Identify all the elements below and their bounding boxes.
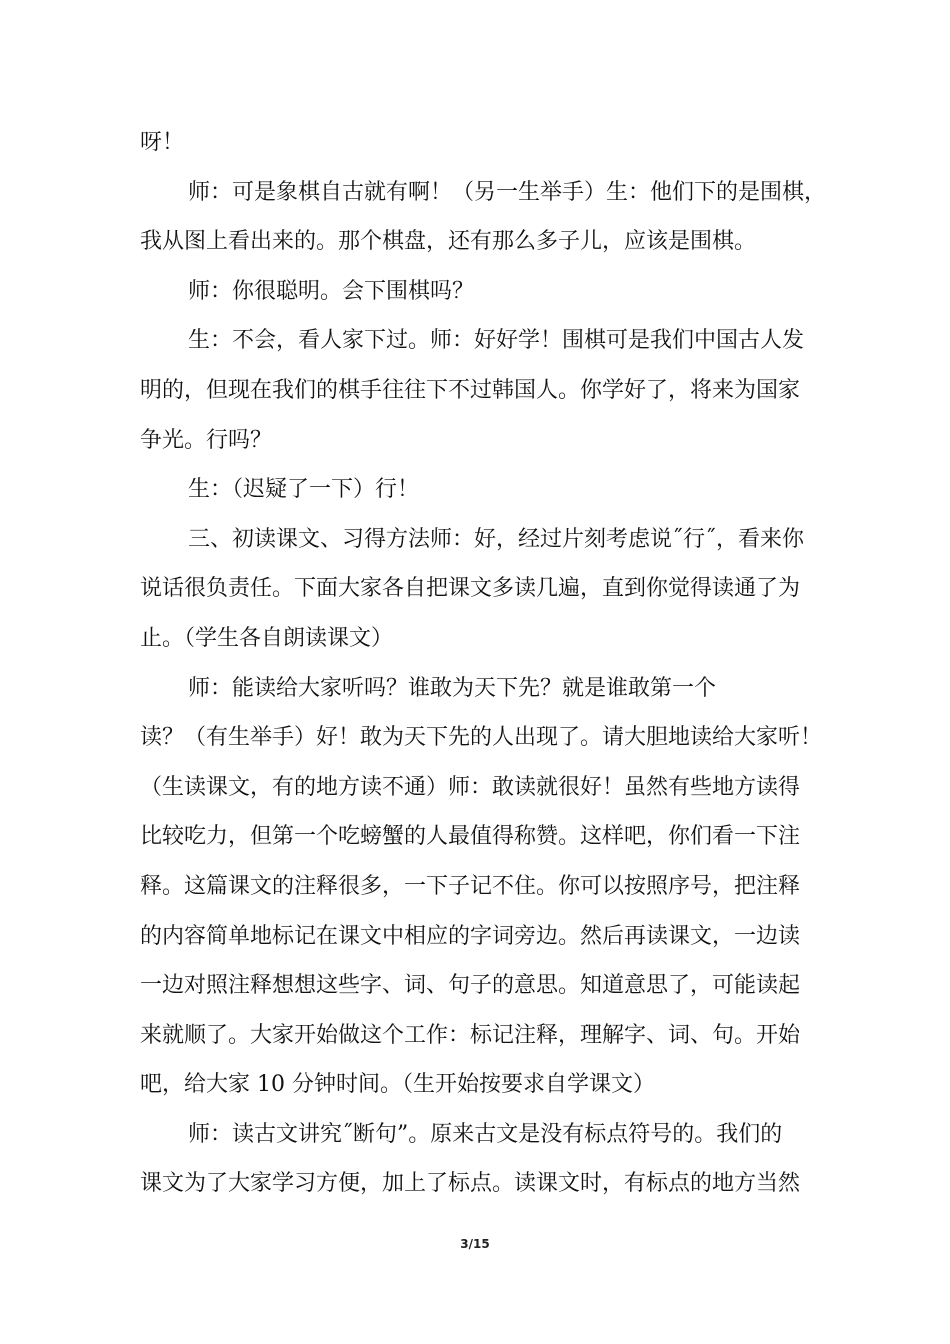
text-line: 比较吃力，但第一个吃螃蟹的人最值得称赞。这样吧，你们看一下注 [140,824,801,850]
text-line: 止。（学生各自朗读课文） [140,625,394,651]
text-line: （生读课文，有的地方读不通）师：敢读就很好！虽然有些地方读得 [140,774,801,800]
text-line: 课文为了大家学习方便，加上了标点。读课文时，有标点的地方当然 [140,1171,801,1197]
text-line: 生：不会，看人家下过。师：好好学！围棋可是我们中国古人发 [188,328,805,354]
text-line: 吧，给大家 10 分钟时间。（生开始按要求自学课文） [140,1072,655,1098]
text-line: 我从图上看出来的。那个棋盘，还有那么多子儿，应该是围棋。 [140,229,757,255]
text-line: 师：能读给大家听吗？谁敢为天下先？就是谁敢第一个 [188,675,717,701]
text-line: 生：（迟疑了一下）行！ [188,477,420,503]
body-text [140,118,827,1209]
text-line: 一边对照注释想想这些字、词、句子的意思。知道意思了，可能读起 [140,973,801,999]
text-line: 读？（有生举手）好！敢为天下先的人出现了。请大胆地读给大家听！ [140,725,823,751]
text-line: 师：读古文讲究˝断句”。原来古文是没有标点符号的。我们的 [188,1121,783,1147]
text-line: 三、初读课文、习得方法师：好，经过片刻考虑说˝行˝，看来你 [188,526,805,552]
text-line: 呀！ [140,130,185,155]
text-line: 释。这篇课文的注释很多，一下子记不住。你可以按照序号，把注释 [140,873,801,899]
text-line: 来就顺了。大家开始做这个工作：标记注释，理解字、词、句。开始 [140,1022,801,1048]
page-number: 3/15 [460,1237,490,1251]
text-line: 明的，但现在我们的棋手往往下不过韩国人。你学好了，将来为国家 [140,377,801,403]
text-line: 师：可是象棋自古就有啊！（另一生举手）生：他们下的是围棋， [188,179,827,205]
text-line: 争光。行吗？ [140,427,273,453]
text-line: 说话很负责任。下面大家各自把课文多读几遍，直到你觉得读通了为 [140,576,801,602]
text-line: 师：你很聪明。会下围棋吗？ [188,278,475,304]
text-line: 的内容简单地标记在课文中相应的字词旁边。然后再读课文，一边读 [140,923,801,949]
